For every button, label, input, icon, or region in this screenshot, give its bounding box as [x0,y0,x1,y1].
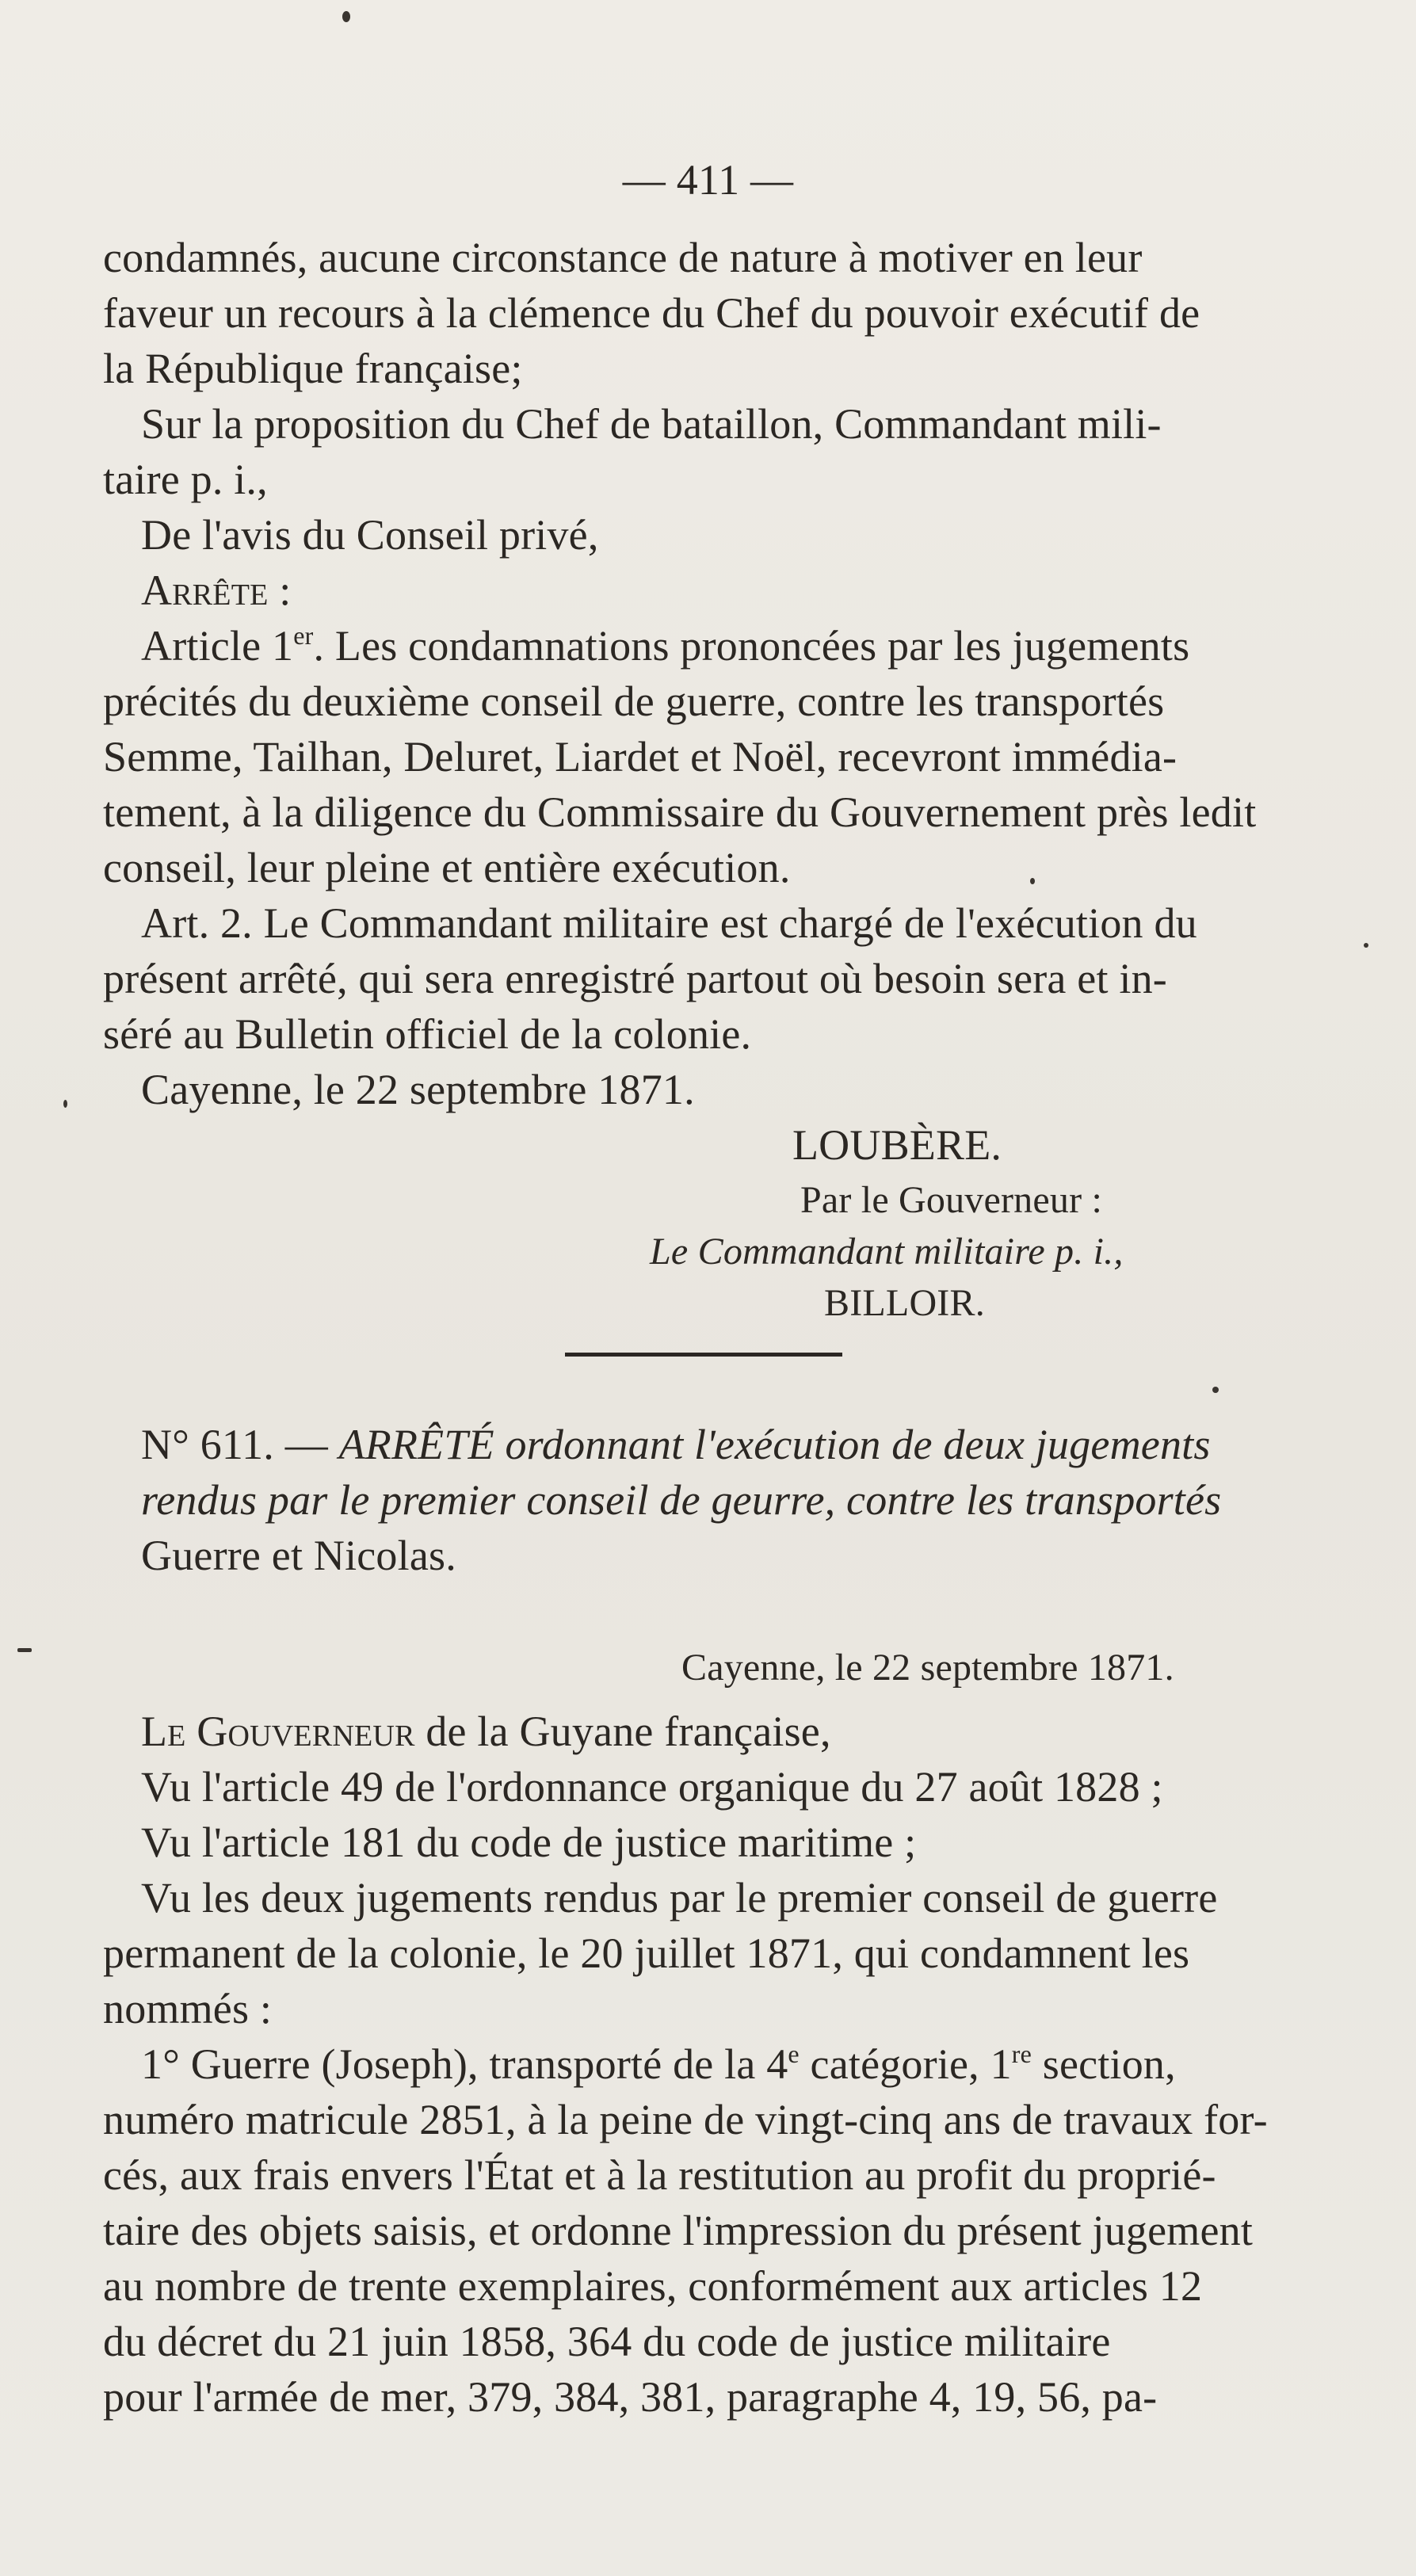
article-1-line [141,618,1345,674]
superscript: er [293,621,314,650]
governor-caps: Le Gouverneur [141,1708,415,1755]
text-line: taire des objets saisis, et ordonne l'impression du présent jugement [103,2207,1254,2254]
text-line: nommés : [103,1985,273,2032]
article-text: . Les condamnations prononcées par les jugements [313,622,1190,670]
decree-title-caps: ARRÊTÉ [338,1421,494,1468]
text-line: De l'avis du Conseil privé, [141,511,599,559]
text-line: cés, aux frais envers l'État et à la restitution au profit du proprié- [103,2151,1216,2199]
dateline: Cayenne, le 22 septembre 1871. [141,1066,695,1113]
ink-speck [1364,943,1368,948]
text-line: Vu l'article 49 de l'ordonnance organique du 27 août 1828 ; [141,1763,1163,1811]
text-line: Semme, Tailhan, Deluret, Liardet et Noël, recevront immédia- [103,733,1177,780]
ink-speck [1030,878,1035,884]
text-span: section, [1032,2040,1176,2088]
decree-date: Cayenne, le 22 septembre 1871. [681,1647,1174,1689]
superscript: re [1011,2040,1032,2068]
signature-by: Par le Gouverneur : [800,1179,1103,1221]
text-line: au nombre de trente exemplaires, conformément aux articles 12 [103,2262,1203,2310]
decree-title-rest: ordonnant l'exécution de deux jugements [494,1421,1211,1468]
text-line: conseil, leur pleine et entière exécution. [103,844,791,891]
text-line: faveur un recours à la clémence du Chef du pouvoir exécutif de [103,289,1200,337]
arrete-heading: Arrête : [141,567,292,614]
ink-speck [63,1100,67,1108]
governor-rest: de la Guyane française, [414,1708,831,1755]
text-line: du décret du 21 juin 1858, 364 du code de justice militaire [103,2318,1111,2365]
text-line: Sur la proposition du Chef de bataillon, Commandant mili- [141,400,1162,448]
item-1-line [141,2036,1345,2092]
ink-speck [342,11,350,22]
decree-title-line: rendus par le premier conseil de geurre, contre les transportés [141,1476,1222,1524]
governor-line [141,1704,1345,1759]
text-line: taire p. i., [103,456,268,503]
decree-number: N° 611. — [141,1421,339,1468]
signature-second-name: BILLOIR. [824,1282,985,1324]
text-line: séré au Bulletin officiel de la colonie. [103,1010,752,1058]
text-line: la République française; [103,345,523,392]
decree-title [141,1417,1345,1472]
text-line: pour l'armée de mer, 379, 384, 381, paragraphe 4, 19, 56, pa- [103,2373,1158,2421]
text-line: tement, à la diligence du Commissaire du Gouvernement près ledit [103,788,1257,836]
text-line: numéro matricule 2851, à la peine de vingt-cinq ans de travaux for- [103,2096,1268,2143]
section-divider [565,1353,842,1357]
article-label: Article 1 [141,622,294,670]
text-line: Vu les deux jugements rendus par le premier conseil de guerre [141,1874,1218,1922]
text-line: condamnés, aucune circonstance de nature à motiver en leur [103,234,1143,281]
text-line: Vu l'article 181 du code de justice maritime ; [141,1818,917,1866]
ink-speck [1212,1387,1219,1393]
text-line: Art. 2. Le Commandant militaire est chargé de l'exécution du [141,899,1197,947]
text-span: 1° Guerre (Joseph), transporté de la 4 [141,2040,788,2088]
superscript: e [788,2040,800,2068]
text-span: catégorie, 1 [799,2040,1012,2088]
signature-name: LOUBÈRE. [792,1121,1002,1169]
text-line: permanent de la colonie, le 20 juillet 1871, qui condamnent les [103,1929,1190,1977]
signature-role: Le Commandant militaire p. i., [650,1231,1124,1273]
text-line: précités du deuxième conseil de guerre, contre les transportés [103,677,1165,725]
ink-speck [17,1648,32,1652]
page-number: — 411 — [622,156,794,204]
decree-title-line: Guerre et Nicolas. [141,1532,456,1579]
text-line: présent arrêté, qui sera enregistré partout où besoin sera et in- [103,955,1167,1002]
